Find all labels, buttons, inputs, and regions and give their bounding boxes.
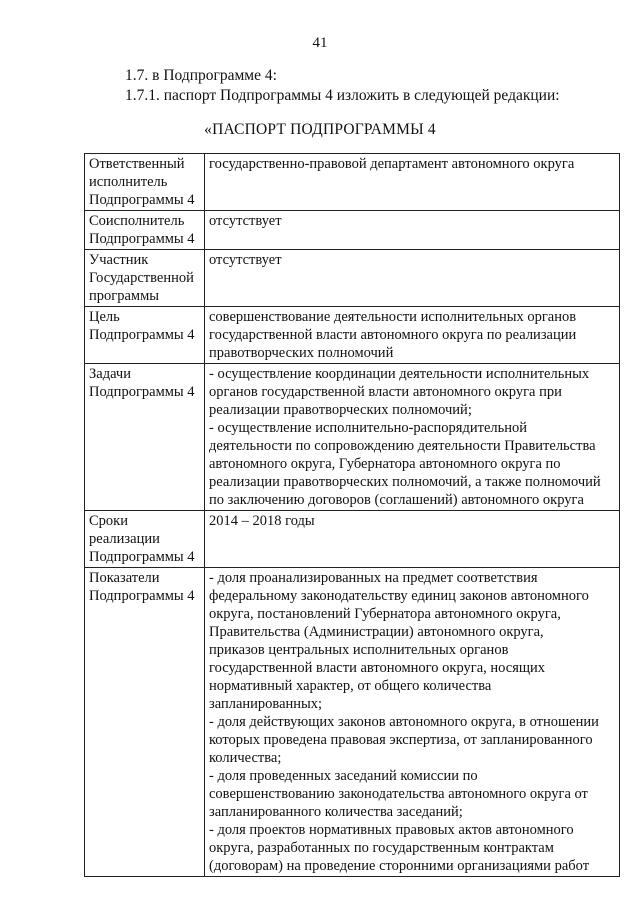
- row-label-line: Подпрограммы 4: [89, 231, 195, 247]
- row-label-cell: [85, 250, 205, 307]
- row-value-line: запланированных;: [209, 696, 323, 712]
- row-value-line: совершенствованию законодательства автономного округа от: [209, 786, 588, 802]
- row-value-line: органов государственной власти автономного округа при: [209, 384, 562, 400]
- row-value-line: автономного округа, Губернатора автономного округа по: [209, 456, 561, 472]
- row-label-line: программы: [89, 288, 159, 304]
- row-label-cell: [85, 568, 205, 877]
- page-number: 41: [312, 35, 328, 51]
- intro-line-2: 1.7.1. паспорт Подпрограммы 4 изложить в следующей редакции:: [125, 87, 560, 104]
- row-label-line: Участник: [89, 252, 149, 268]
- row-value-cell: [205, 250, 620, 307]
- row-label-line: Задачи: [89, 366, 131, 382]
- row-value-line: нормативный характер, от общего количества: [209, 678, 492, 694]
- table-row: [85, 307, 620, 364]
- row-value-cell: [205, 154, 620, 211]
- intro-line-1: 1.7. в Подпрограмме 4:: [125, 67, 277, 84]
- row-value-line: государственно-правовой департамент автономного округа: [209, 156, 575, 172]
- row-label-line: Подпрограммы 4: [89, 327, 195, 343]
- row-value-line: округа, разработанных по государственным контрактам: [209, 840, 554, 856]
- row-value-line: Правительства (Администрации) автономного округа,: [209, 624, 544, 640]
- row-label-line: Цель: [89, 309, 120, 325]
- table-row: [85, 568, 620, 877]
- row-value-line: - доля действующих законов автономного округа, в отношении: [209, 714, 599, 730]
- row-label-cell: [85, 364, 205, 511]
- row-label-line: Сроки: [89, 513, 128, 529]
- row-value-line: - доля проанализированных на предмет соответствия: [209, 570, 538, 586]
- row-label-line: Ответственный: [89, 156, 185, 172]
- row-value-line: которых проведена правовая экспертиза, от запланированного: [209, 732, 593, 748]
- row-value-line: по заключению договоров (соглашений) автономного округа: [209, 492, 584, 508]
- row-value-cell: [205, 364, 620, 511]
- passport-table: [84, 153, 620, 877]
- row-value-cell: [205, 211, 620, 250]
- row-value-line: отсутствует: [209, 252, 282, 268]
- row-value-line: федеральному законодательству единиц законов автономного: [209, 588, 589, 604]
- row-value-line: 2014 – 2018 годы: [209, 513, 315, 529]
- row-value-line: реализации правотворческих полномочий;: [209, 402, 472, 418]
- row-value-line: реализации правотворческих полномочий, а также полномочий: [209, 474, 601, 490]
- row-value-line: - осуществление исполнительно-распорядительной: [209, 420, 528, 436]
- row-label-line: Подпрограммы 4: [89, 384, 195, 400]
- row-value-line: правотворческих полномочий: [209, 345, 394, 361]
- row-label-line: Соисполнитель: [89, 213, 185, 229]
- row-value-line: (договорам) на проведение сторонними организациями работ: [209, 858, 590, 874]
- table-row: [85, 250, 620, 307]
- row-label-cell: [85, 211, 205, 250]
- row-value-line: запланированного количества заседаний;: [209, 804, 463, 820]
- row-label-line: реализации: [89, 531, 160, 547]
- table-row: [85, 211, 620, 250]
- row-label-line: исполнитель: [89, 174, 168, 190]
- row-value-line: совершенствование деятельности исполнительных органов: [209, 309, 577, 325]
- row-label-line: Подпрограммы 4: [89, 549, 195, 565]
- row-label-line: Показатели: [89, 570, 160, 586]
- row-value-line: государственной власти автономного округа по реализации: [209, 327, 577, 343]
- row-value-line: государственной власти автономного округа, носящих: [209, 660, 546, 676]
- row-value-cell: [205, 568, 620, 877]
- passport-title: «ПАСПОРТ ПОДПРОГРАММЫ 4: [204, 121, 436, 138]
- table-row: [85, 154, 620, 211]
- row-value-line: отсутствует: [209, 213, 282, 229]
- row-value-line: приказов центральных исполнительных органов: [209, 642, 509, 658]
- row-value-line: - осуществление координации деятельности исполнительных: [209, 366, 590, 382]
- row-value-line: округа, постановлений Губернатора автономного округа,: [209, 606, 561, 622]
- row-label-line: Подпрограммы 4: [89, 192, 195, 208]
- row-value-cell: [205, 511, 620, 568]
- row-value-line: деятельности по сопровождению деятельности Правительства: [209, 438, 596, 454]
- row-value-line: количества;: [209, 750, 282, 766]
- row-label-line: Государственной: [89, 270, 194, 286]
- row-label-cell: [85, 511, 205, 568]
- row-value-line: - доля проведенных заседаний комиссии по: [209, 768, 478, 784]
- row-label-line: Подпрограммы 4: [89, 588, 195, 604]
- table-row: [85, 364, 620, 511]
- row-label-cell: [85, 307, 205, 364]
- row-value-cell: [205, 307, 620, 364]
- row-label-cell: [85, 154, 205, 211]
- row-value-line: - доля проектов нормативных правовых актов автономного: [209, 822, 574, 838]
- table-row: [85, 511, 620, 568]
